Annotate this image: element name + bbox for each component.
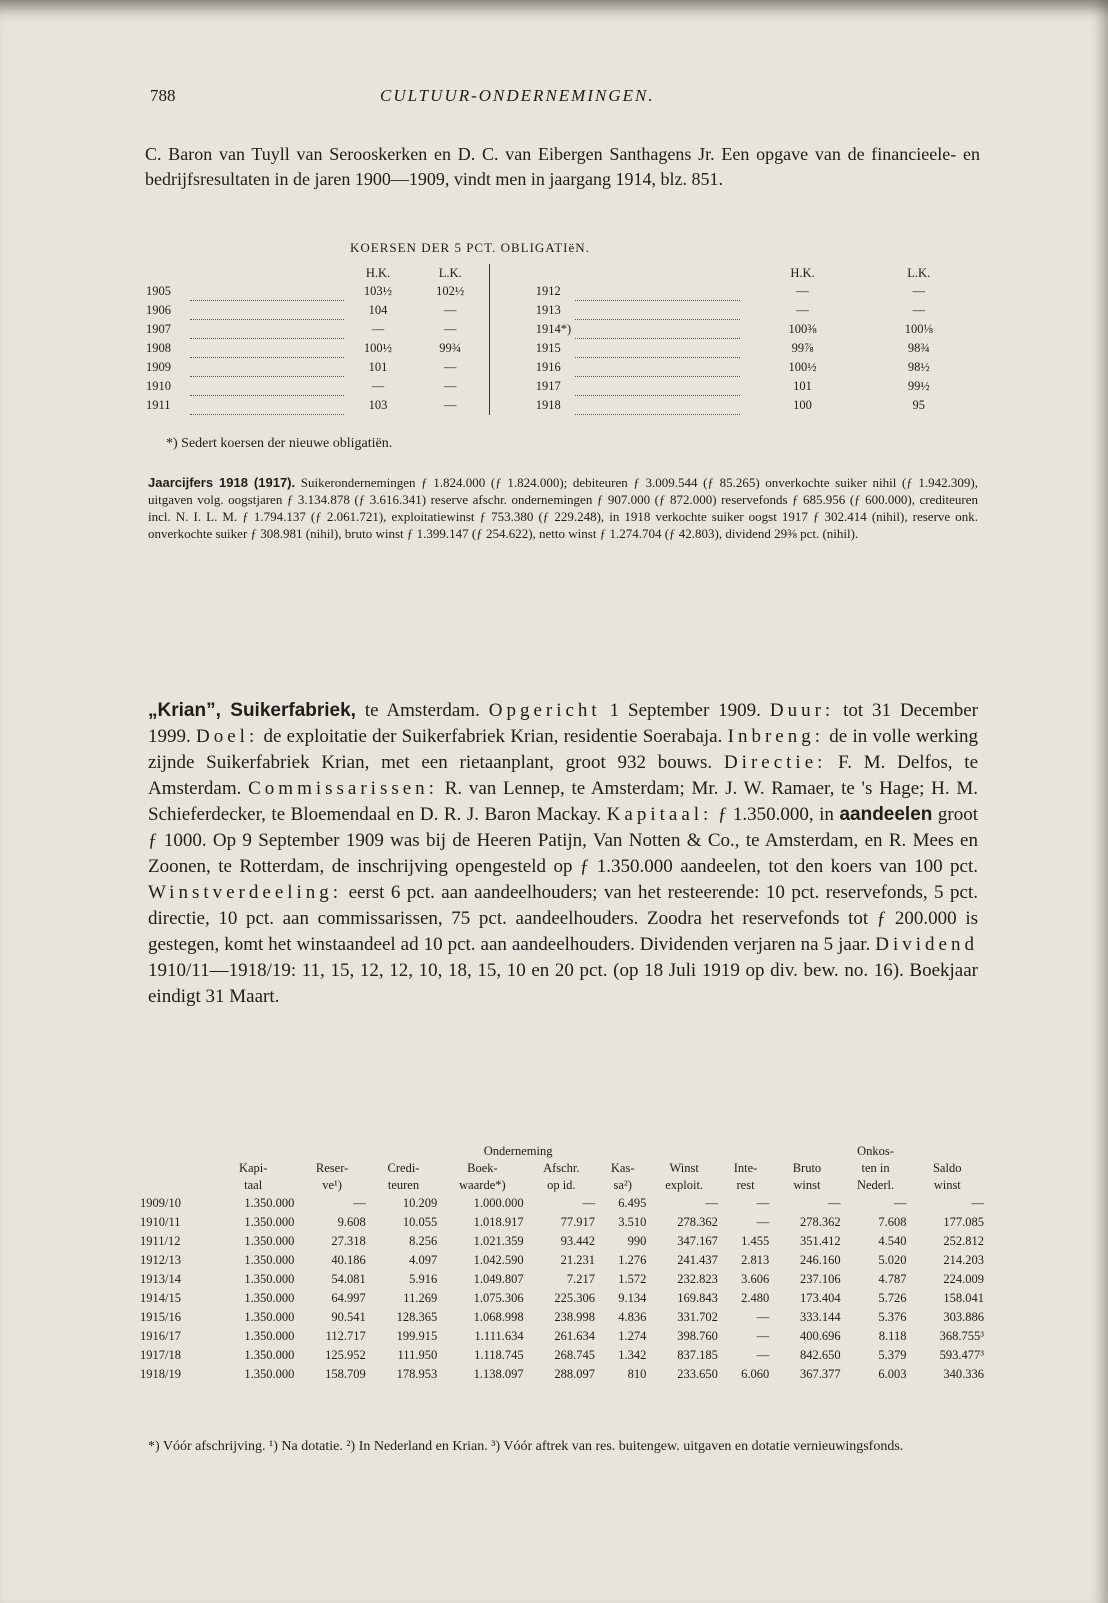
table-cell: 593.477³ — [939, 1348, 984, 1362]
table-cell: 21.231 — [560, 1253, 596, 1267]
column-header: Reser- — [315, 1161, 349, 1175]
leader-dots — [575, 396, 739, 415]
koersen-row — [142, 301, 972, 320]
column-header: Bruto — [792, 1161, 822, 1175]
column-header: winst — [793, 1178, 821, 1192]
table-cell: 54.081 — [331, 1272, 366, 1286]
leader-dots — [190, 377, 345, 396]
table-cell: 331.702 — [677, 1310, 718, 1324]
lk-value: — — [912, 302, 926, 317]
label-inbreng: Inbreng: — [727, 726, 824, 747]
table-cell: 6.003 — [878, 1367, 907, 1381]
table-cell: 93.442 — [560, 1234, 596, 1248]
hk-value: 101 — [368, 359, 388, 374]
column-header: ten in — [861, 1161, 890, 1175]
lk-value: — — [443, 321, 457, 336]
table-cell: 5.726 — [878, 1291, 907, 1305]
table-cell: 1.350.000 — [244, 1291, 295, 1305]
column-header: taal — [244, 1178, 263, 1192]
table-cell: — — [828, 1196, 841, 1210]
table-cell: 1.276 — [618, 1253, 647, 1267]
table-cell: 90.541 — [331, 1310, 366, 1324]
year-cell: 1918 — [489, 396, 575, 415]
koersen-header-row — [142, 264, 972, 282]
table-cell: 261.634 — [554, 1329, 596, 1343]
table-cell: — — [756, 1196, 770, 1210]
table-cell: 340.336 — [943, 1367, 984, 1381]
table-cell: 112.717 — [325, 1329, 366, 1343]
year-cell: 1914*) — [489, 320, 575, 339]
column-header: Nederl. — [856, 1178, 895, 1192]
header-onkos: Onkos- — [857, 1144, 894, 1158]
year-cell: 1916 — [489, 358, 575, 377]
text-segment: tot 31 December 1999. — [148, 700, 978, 747]
table-cell: 1.350.000 — [244, 1253, 295, 1267]
koersen-row — [142, 358, 972, 377]
label-doel: Doel: — [196, 726, 259, 747]
year-cell: 1906 — [146, 302, 171, 317]
table-cell: 125.952 — [325, 1348, 366, 1362]
table-cell: 5.916 — [409, 1272, 438, 1286]
table-cell: 1.068.998 — [473, 1310, 524, 1324]
table-cell: 1.111.634 — [474, 1329, 524, 1343]
fin-header-mid — [138, 1160, 986, 1177]
table-cell: 278.362 — [677, 1215, 718, 1229]
table-row — [138, 1194, 986, 1213]
year-cell: 1912 — [489, 282, 575, 301]
leader-dots — [575, 339, 739, 358]
text-segment: groot ƒ 1000. Op 9 September 1909 was bij de Heeren Patijn, Van Notten & Co., te Amsterdam, en R. Mees en Zoonen, te Rotterdam, de inschrijving opengesteld op ƒ 1.350.000 aandeelen, tot den koers van 100 pct. — [148, 804, 979, 877]
hk-value: 101 — [793, 378, 812, 393]
table-cell: 128.365 — [396, 1310, 438, 1324]
table-cell: 9.608 — [337, 1215, 366, 1229]
table-cell: 233.650 — [677, 1367, 718, 1381]
table-cell: 1.350.000 — [244, 1215, 295, 1229]
column-header: Winst — [669, 1161, 699, 1175]
row-year: 1910/11 — [140, 1215, 181, 1229]
table-cell: 7.217 — [566, 1272, 596, 1286]
table-cell: 225.306 — [554, 1291, 596, 1305]
table-cell: 1.350.000 — [244, 1310, 295, 1324]
row-year: 1918/19 — [140, 1367, 181, 1381]
fin-header-top — [138, 1143, 986, 1160]
text-segment: F. M. Delfos, te Amsterdam. — [148, 752, 979, 799]
row-year: 1912/13 — [140, 1253, 181, 1267]
leader-dots — [575, 320, 739, 339]
leader-dots — [575, 377, 739, 396]
col-hk: H.K. — [790, 265, 815, 280]
table-cell: 2.480 — [741, 1291, 770, 1305]
column-header: exploit. — [665, 1178, 704, 1192]
column-header: Boek- — [467, 1161, 498, 1175]
label-duur: Duur: — [769, 700, 835, 721]
label-opgericht: Opgericht — [488, 700, 601, 721]
row-year: 1917/18 — [140, 1348, 181, 1362]
table-cell: 3.510 — [618, 1215, 647, 1229]
table-cell: — — [756, 1215, 770, 1229]
col-lk: L.K. — [438, 265, 462, 280]
table-cell: 5.379 — [878, 1348, 907, 1362]
table-cell: 169.843 — [677, 1291, 718, 1305]
table-cell: 1.118.745 — [474, 1348, 524, 1362]
table-cell: 77.917 — [560, 1215, 596, 1229]
table-cell: 990 — [627, 1234, 647, 1248]
lk-value: — — [443, 302, 457, 317]
leader-dots — [190, 301, 345, 320]
table-cell: 842.650 — [800, 1348, 841, 1362]
koersen-table — [142, 264, 972, 415]
table-cell: 40.186 — [331, 1253, 366, 1267]
table-cell: 400.696 — [800, 1329, 841, 1343]
column-header: Kas- — [610, 1161, 635, 1175]
leader-dots — [190, 358, 345, 377]
table-row — [138, 1270, 986, 1289]
table-cell: 1.572 — [618, 1272, 647, 1286]
table-cell: 1.075.306 — [473, 1291, 524, 1305]
table-cell: 268.745 — [554, 1348, 596, 1362]
financial-table — [138, 1143, 986, 1384]
column-header: waarde*) — [459, 1178, 506, 1192]
table-cell: — — [756, 1329, 770, 1343]
column-header: Kapi- — [238, 1161, 268, 1175]
lk-value: — — [443, 378, 457, 393]
label-directie: Directie: — [723, 752, 827, 773]
label-dividend: Dividend — [875, 934, 978, 955]
label-aandeelen: aandeelen — [839, 804, 933, 825]
row-year: 1911/12 — [140, 1234, 181, 1248]
hk-value: 100⅜ — [788, 321, 817, 336]
lk-value: 99¾ — [439, 340, 462, 355]
table-row — [138, 1327, 986, 1346]
year-cell: 1908 — [146, 340, 171, 355]
table-cell: 6.060 — [741, 1367, 770, 1381]
year-cell: 1917 — [489, 377, 575, 396]
koersen-footnote: *) Sedert koersen der nieuwe obligatiën. — [166, 436, 393, 451]
lk-value: — — [443, 359, 457, 374]
hk-value: 100 — [793, 397, 812, 412]
year-cell: 1907 — [146, 321, 171, 336]
lk-value: 98¾ — [907, 340, 930, 355]
label-commissarissen: Commissarissen: — [248, 778, 438, 799]
table-row — [138, 1346, 986, 1365]
table-cell: 1.350.000 — [244, 1367, 295, 1381]
table-cell: 111.950 — [397, 1348, 438, 1362]
text-segment: 1 September 1909. — [600, 700, 770, 721]
table-cell: 288.097 — [554, 1367, 596, 1381]
col-hk: H.K. — [365, 265, 391, 280]
table-cell: — — [893, 1196, 907, 1210]
table-cell: 214.203 — [943, 1253, 984, 1267]
table-cell: 303.886 — [943, 1310, 984, 1324]
leader-dots — [575, 282, 739, 301]
column-header: rest — [736, 1178, 755, 1192]
row-year: 1913/14 — [140, 1272, 181, 1286]
koersen-row — [142, 396, 972, 415]
table-cell: 3.606 — [741, 1272, 770, 1286]
text-segment: eerst 6 pct. aan aandeelhouders; van het resteerende: 10 pct. reservefonds, 5 pct. directie, 10 pct. aan commissarissen, 75 pct. aandeelhouders. Zoodra het reservefonds tot ƒ 200.000 is gestegen, komt het winstaandeel ad 10 pct. aan aandeelhouders. Dividenden verjaren na 5 jaar. — [148, 882, 978, 955]
jaarcijfers-text: Suikerondernemingen ƒ 1.824.000 (ƒ 1.824.000); debiteuren ƒ 3.009.544 (ƒ 85.265) onverkochte suiker nihil (ƒ 1.942.309), uitgaven volg. oogstjaren ƒ 3.134.878 (ƒ 3.616.341) reserve afschr. ondernemingen ƒ 907.000 (ƒ 872.000) reservefonds ƒ 685.956 (ƒ 600.000), crediteuren incl. N. I. L. M. ƒ 1.794.137 (ƒ 2.061.721), exploitatiewinst ƒ 753.380 (ƒ 229.248), in 1918 verkochte suiker oogst 1917 ƒ 302.414 (nihil), reserve onk. onverkochte suiker ƒ 308.981 (nihil), bruto winst ƒ 1.399.147 (ƒ 254.622), netto winst ƒ 1.274.704 (ƒ 42.803), dividend 29⅜ pct. (nihil). — [148, 475, 979, 541]
hk-value: 103 — [368, 397, 388, 412]
lk-value: — — [912, 283, 926, 298]
table-footnote: *) Vóór afschrijving. ¹) Na dotatie. ²) In Nederland en Krian. ³) Vóór aftrek van res. buitengew. uitgaven en dotatie vernieuwingsfonds. — [148, 1439, 904, 1454]
lk-value: 99½ — [907, 378, 930, 393]
column-header: Inte- — [733, 1161, 758, 1175]
table-cell: 810 — [627, 1367, 647, 1381]
table-row — [138, 1289, 986, 1308]
table-cell: 10.209 — [402, 1196, 438, 1210]
table-cell: 333.144 — [800, 1310, 841, 1324]
hk-value: 100½ — [363, 340, 393, 355]
table-cell: 1.049.807 — [473, 1272, 524, 1286]
page-title: CULTUUR-ONDERNEMINGEN. — [380, 86, 655, 105]
table-cell: — — [705, 1196, 718, 1210]
table-cell: — — [756, 1348, 770, 1362]
table-cell: 5.376 — [878, 1310, 907, 1324]
table-cell: 368.755³ — [939, 1329, 984, 1343]
label-kapitaal: Kapitaal: — [606, 804, 713, 825]
row-year: 1915/16 — [140, 1310, 181, 1324]
table-cell: 1.350.000 — [244, 1272, 295, 1286]
column-header: sa²) — [613, 1178, 632, 1192]
col-lk: L.K. — [907, 265, 931, 280]
table-cell: 351.412 — [800, 1234, 841, 1248]
year-cell: 1910 — [146, 378, 171, 393]
koersen-row — [142, 339, 972, 358]
column-header: teuren — [387, 1178, 420, 1192]
leader-dots — [575, 358, 739, 377]
table-cell: 2.813 — [741, 1253, 770, 1267]
table-cell: 4.097 — [409, 1253, 438, 1267]
text-segment: 1910/11—1918/19: 11, 15, 12, 12, 10, 18, 15, 10 en 20 pct. (op 18 Juli 1919 op div. bew. no. 16). Boekjaar eindigt 31 Maart. — [148, 960, 978, 1007]
table-cell: 6.495 — [618, 1196, 647, 1210]
lk-value: — — [443, 397, 457, 412]
table-cell: — — [582, 1196, 596, 1210]
table-cell: 1.018.917 — [473, 1215, 524, 1229]
table-cell: 1.274 — [618, 1329, 647, 1343]
year-cell: 1905 — [146, 283, 171, 298]
table-cell: 1.350.000 — [244, 1348, 295, 1362]
table-row — [138, 1308, 986, 1327]
table-cell: 11.269 — [403, 1291, 438, 1305]
text-segment: de in volle werking zijnde Suikerfabriek Krian, met een rietaanplant, groot 932 bouws. — [148, 726, 978, 773]
table-cell: 4.540 — [878, 1234, 907, 1248]
table-cell: 64.997 — [331, 1291, 366, 1305]
table-cell: 1.021.359 — [473, 1234, 524, 1248]
table-cell: 27.318 — [331, 1234, 366, 1248]
lk-value: 95 — [912, 397, 926, 412]
table-row — [138, 1232, 986, 1251]
table-row — [138, 1365, 986, 1384]
column-header: winst — [933, 1178, 961, 1192]
table-cell: 10.055 — [402, 1215, 438, 1229]
table-cell: 241.437 — [677, 1253, 718, 1267]
table-cell: 4.836 — [618, 1310, 647, 1324]
koersen-title: KOERSEN DER 5 PCT. OBLIGATIëN. — [350, 240, 590, 255]
table-cell: 1.350.000 — [244, 1329, 295, 1343]
table-cell: 1.455 — [741, 1234, 770, 1248]
table-cell: 1.042.590 — [473, 1253, 524, 1267]
table-cell: 232.823 — [677, 1272, 718, 1286]
table-cell: 8.256 — [409, 1234, 438, 1248]
hk-value: 104 — [368, 302, 388, 317]
table-cell: 367.377 — [800, 1367, 841, 1381]
lk-value: 100⅛ — [904, 321, 933, 336]
row-year: 1914/15 — [140, 1291, 181, 1305]
hk-value: 100½ — [788, 359, 817, 374]
leader-dots — [190, 339, 345, 358]
column-header: ve¹) — [322, 1178, 342, 1192]
table-cell: 178.953 — [396, 1367, 438, 1381]
row-year: 1909/10 — [140, 1196, 181, 1210]
running-header — [150, 86, 960, 110]
table-cell: 278.362 — [800, 1215, 841, 1229]
text-segment: ƒ 1.350.000, in — [712, 804, 840, 825]
table-cell: 347.167 — [677, 1234, 718, 1248]
table-cell: 1.138.097 — [473, 1367, 524, 1381]
column-header: Credi- — [387, 1161, 420, 1175]
table-cell: 238.998 — [554, 1310, 596, 1324]
label-winstverdeeling: Winstverdeeling: — [148, 882, 343, 903]
year-cell: 1911 — [146, 397, 171, 412]
table-cell: 1.342 — [618, 1348, 647, 1362]
intro-paragraph: C. Baron van Tuyll van Serooskerken en D. C. van Eibergen Santhagens Jr. Een opgave van de financieele- en bedrijfsresultaten in de jaren 1900—1909, vindt men in jaargang 1914, blz. 851. — [145, 144, 980, 189]
leader-dots — [190, 396, 345, 415]
table-cell: 177.085 — [943, 1215, 984, 1229]
leader-dots — [190, 282, 345, 301]
firm-name: „Krian”, Suikerfabriek, — [148, 700, 356, 721]
hk-value: 99⅞ — [791, 340, 814, 355]
table-cell: 1.000.000 — [473, 1196, 524, 1210]
table-cell: 252.812 — [943, 1234, 984, 1248]
year-cell: 1909 — [146, 359, 171, 374]
table-cell: 837.185 — [677, 1348, 718, 1362]
column-header: op id. — [547, 1178, 576, 1192]
table-cell: — — [971, 1196, 984, 1210]
text-segment: R. van Lennep, te Amsterdam; Mr. J. W. Ramaer, te 's Hage; H. M. Schieferdecker, te Bloemendaal en D. R. J. Baron Mackay. — [148, 778, 978, 825]
leader-dots — [575, 301, 739, 320]
year-cell: 1915 — [489, 339, 575, 358]
table-cell: 7.608 — [878, 1215, 907, 1229]
header-onderneming: Onderneming — [483, 1144, 553, 1158]
table-cell: — — [756, 1310, 770, 1324]
fin-header-bot — [138, 1177, 986, 1194]
table-cell: 9.134 — [618, 1291, 647, 1305]
page-number: 788 — [150, 86, 176, 105]
table-cell: 158.709 — [325, 1367, 366, 1381]
table-cell: 8.118 — [878, 1329, 907, 1343]
table-cell: 4.787 — [878, 1272, 907, 1286]
lk-value: 102½ — [436, 283, 465, 298]
table-cell: — — [353, 1196, 366, 1210]
hk-value: — — [371, 321, 385, 336]
table-cell: 246.160 — [800, 1253, 841, 1267]
hk-value: 103½ — [363, 283, 393, 298]
table-row — [138, 1213, 986, 1232]
koersen-row — [142, 282, 972, 301]
table-cell: 1.350.000 — [244, 1234, 295, 1248]
column-header: Afschr. — [543, 1161, 580, 1175]
hk-value: — — [796, 302, 809, 317]
jaarcijfers-paragraph — [148, 474, 978, 542]
table-cell: 5.020 — [878, 1253, 907, 1267]
year-cell: 1913 — [489, 301, 575, 320]
table-cell: 398.760 — [677, 1329, 718, 1343]
text-segment: de exploitatie der Suikerfabriek Krian, residentie Soerabaja. — [258, 726, 728, 747]
table-cell: 158.041 — [943, 1291, 984, 1305]
text-segment: te Amsterdam. — [355, 700, 489, 721]
table-cell: 224.009 — [943, 1272, 984, 1286]
table-cell: 1.350.000 — [244, 1196, 295, 1210]
koersen-row — [142, 377, 972, 396]
jaarcijfers-heading: Jaarcijfers 1918 (1917). — [148, 475, 296, 490]
hk-value: — — [371, 378, 385, 393]
table-cell: 199.915 — [396, 1329, 438, 1343]
row-year: 1916/17 — [140, 1329, 181, 1343]
table-row — [138, 1251, 986, 1270]
koersen-row — [142, 320, 972, 339]
lk-value: 98½ — [907, 359, 930, 374]
column-header: Saldo — [932, 1161, 962, 1175]
leader-dots — [190, 320, 345, 339]
table-cell: 173.404 — [800, 1291, 841, 1305]
krian-entry — [148, 698, 978, 1010]
table-cell: 237.106 — [800, 1272, 841, 1286]
hk-value: — — [796, 283, 809, 298]
